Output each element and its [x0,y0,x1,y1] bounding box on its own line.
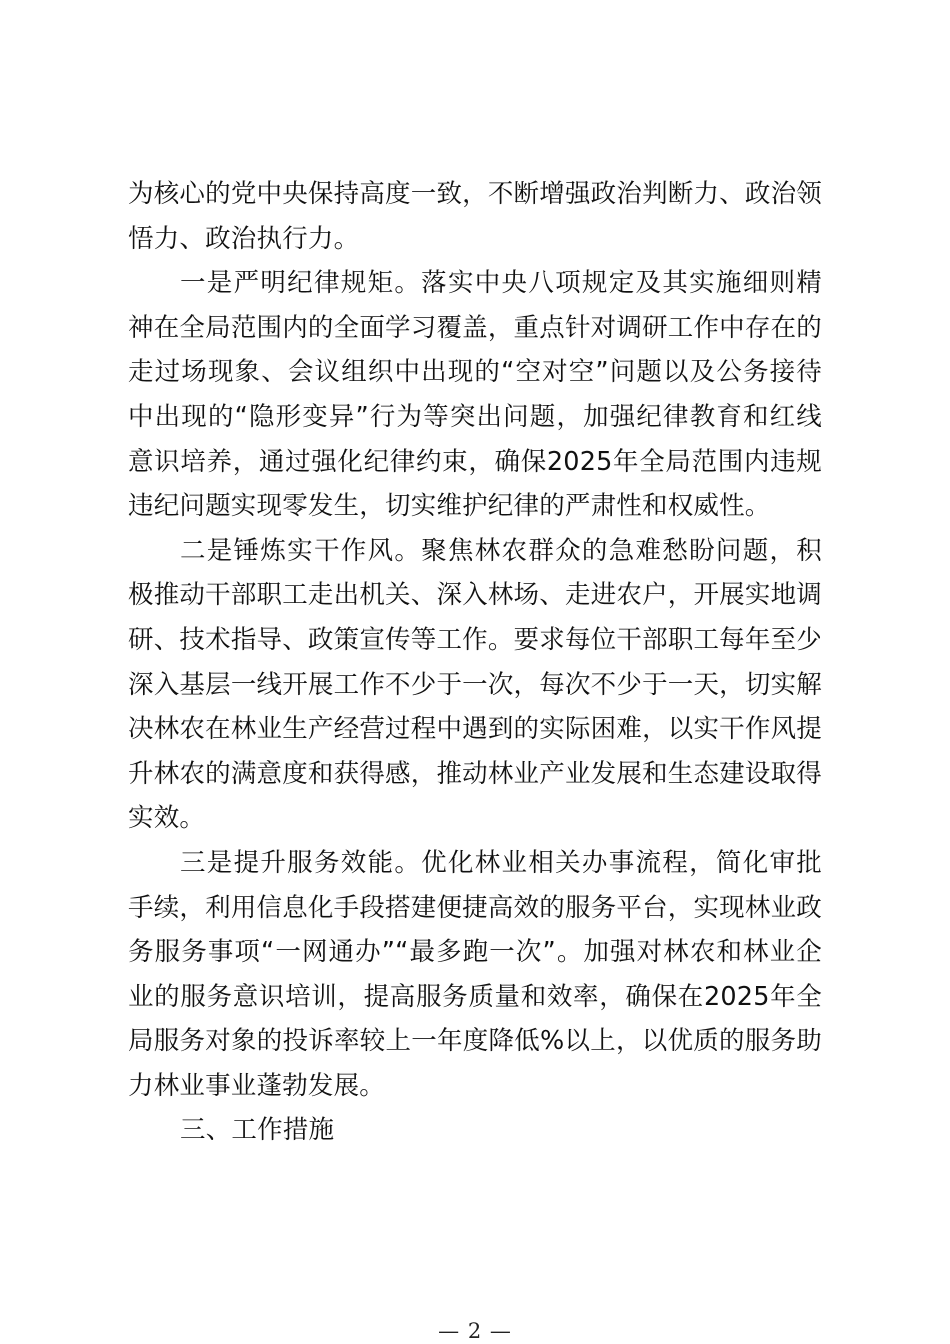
page-number: — 2 — [438,1319,512,1343]
body-text [128,172,822,1153]
paragraph-work-style: 二是锤炼实干作风。聚焦林农群众的急难愁盼问题，积极推动干部职工走出机关、深入林场、走进农户，开展实地调研、技术指导、政策宣传等工作。要求每位干部职工每年至少深入基层一线开展工作不少于一次，每次不少于一天，切实解决林农在林业生产经营过程中遇到的实际困难，以实干作风提升林农的满意度和获得感，推动林业产业发展和生态建设取得实效。 [128,535,822,834]
paragraph-discipline: 一是严明纪律规矩。落实中央八项规定及其实施细则精神在全局范围内的全面学习覆盖，重点针对调研工作中存在的走过场现象、会议组织中出现的“空对空”问题以及公务接待中出现的“隐形变异”行为等突出问题，加强纪律教育和红线意识培养，通过强化纪律约束，确保2025年全局范围内违规违纪问题实现零发生，切实维护纪律的严肃性和权威性。 [128,268,822,522]
section-heading: 三、工作措施 [180,1115,335,1146]
paragraph-continuation: 为核心的党中央保持高度一致，不断增强政治判断力、政治领悟力、政治执行力。 [128,179,822,254]
paragraph-service-efficiency: 三是提升服务效能。优化林业相关办事流程，简化审批手续，利用信息化手段搭建便捷高效的服务平台，实现林业政务服务事项“一网通办”“最多跑一次”。加强对林农和林业企业的服务意识培训，提高服务质量和效率，确保在2025年全局服务对象的投诉率较上一年度降低%以上，以优质的服务助力林业事业蓬勃发展。 [128,847,822,1101]
